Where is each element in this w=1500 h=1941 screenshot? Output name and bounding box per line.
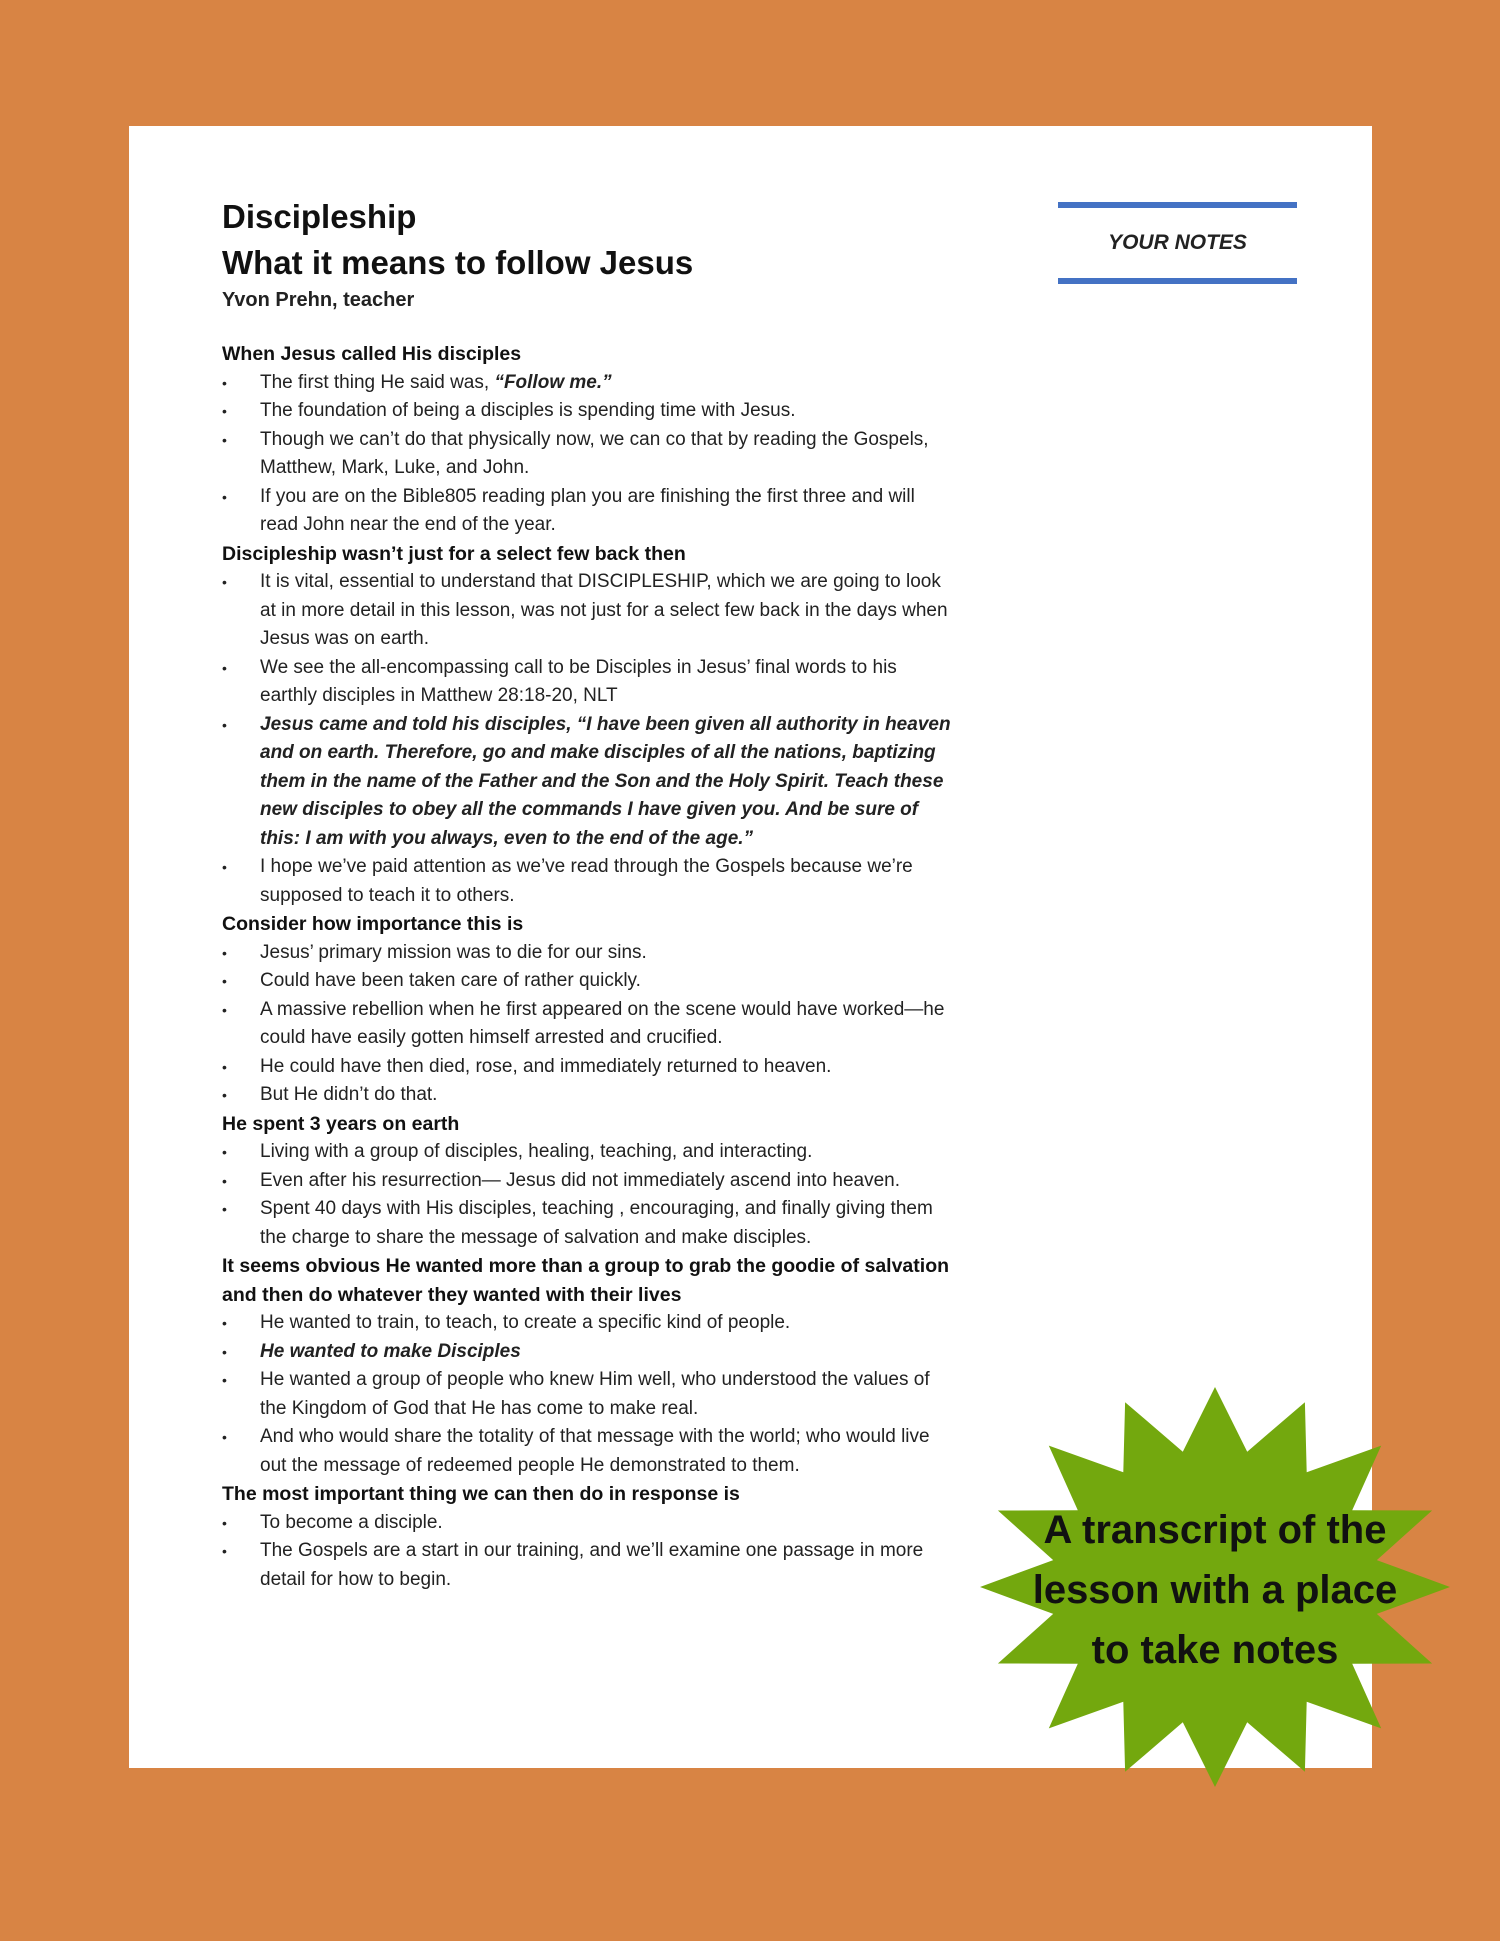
bullet-item <box>222 369 957 398</box>
bullet-item <box>222 483 957 540</box>
lesson-section <box>222 1480 957 1594</box>
bullet-item <box>222 1309 957 1338</box>
promo-line-3: to take notes <box>1091 1628 1339 1672</box>
bullet-marker: • <box>222 1201 227 1217</box>
bullet-list <box>222 939 957 1110</box>
bullet-marker: • <box>222 859 227 875</box>
promo-line-2: lesson with a place <box>1032 1568 1398 1612</box>
bullet-emphasis: He wanted to make Disciples <box>260 1340 521 1362</box>
section-heading: Consider how importance this is <box>222 913 524 935</box>
bullet-text: The first thing He said was, <box>260 371 495 393</box>
bullet-item <box>222 568 957 654</box>
lesson-section <box>222 1252 957 1480</box>
lesson-section <box>222 1110 957 1253</box>
bullet-marker: • <box>222 403 227 419</box>
section-heading: Discipleship wasn’t just for a select few back then <box>222 542 686 565</box>
bullet-marker: • <box>222 574 227 590</box>
bullet-marker: • <box>222 1144 227 1160</box>
bullet-item <box>222 996 957 1053</box>
bullet-text: He wanted a group of people who knew Him well, who understood the values of the Kingdom of God that He has come to make real. <box>260 1369 930 1419</box>
bullet-text: If you are on the Bible805 reading plan you are finishing the first three and will read John near the end of the year. <box>260 485 915 535</box>
section-heading: The most important thing we can then do in response is <box>222 1483 740 1505</box>
lesson-section <box>222 340 957 540</box>
bullet-text: It is vital, essential to understand that DISCIPLESHIP, which we are going to look at in more detail in this lesson, was not just for a select few back in the days when Jesus was on earth. <box>260 571 948 649</box>
bullet-text: He wanted to train, to teach, to create a specific kind of people. <box>260 1312 791 1333</box>
bullet-item <box>222 1167 957 1196</box>
section-heading: He spent 3 years on earth <box>222 1112 460 1135</box>
bullet-text: Even after his resurrection— Jesus did not immediately ascend into heaven. <box>260 1169 900 1191</box>
bullet-item <box>222 1338 957 1367</box>
bullet-text: I hope we’ve paid attention as we’ve read through the Gospels because we’re supposed to teach it to others. <box>260 856 913 906</box>
bullet-marker: • <box>222 1315 227 1331</box>
bullet-marker: • <box>222 944 227 961</box>
bullet-item <box>222 1195 957 1252</box>
bullet-item <box>222 654 957 711</box>
bullet-text: We see the all-encompassing call to be Disciples in Jesus’ final words to his earthly disciples in Matthew 28:18-20, NLT <box>260 656 897 706</box>
lesson-section <box>222 540 957 911</box>
bullet-marker: • <box>222 716 227 733</box>
bullet-item <box>222 1537 957 1594</box>
bullet-marker: • <box>222 1372 227 1388</box>
bullet-marker: • <box>222 973 227 989</box>
document-title <box>222 194 957 286</box>
bullet-item <box>222 853 957 910</box>
bullet-item <box>222 1081 957 1110</box>
bullet-text: Jesus’ primary mission was to die for our sins. <box>260 941 647 963</box>
bullet-marker: • <box>222 659 227 676</box>
bullet-item <box>222 1423 957 1480</box>
bullet-text: Could have been taken care of rather quickly. <box>260 970 641 991</box>
section-heading: It seems obvious He wanted more than a group to grab the goodie of salvation and then do whatever they wanted with their lives <box>222 1255 950 1306</box>
bullet-text: Living with a group of disciples, healing, teaching, and interacting. <box>260 1141 813 1162</box>
bullet-marker: • <box>222 488 227 505</box>
bullet-item <box>222 397 957 426</box>
title-line-1: Discipleship <box>222 198 417 235</box>
document-content <box>222 194 957 1594</box>
bullet-item <box>222 426 957 483</box>
bullet-marker: • <box>222 1514 227 1531</box>
bullet-text: Spent 40 days with His disciples, teaching , encouraging, and finally giving them the charge to share the message of salvation and make disciples. <box>260 1198 933 1248</box>
promo-line-1: A transcript of the <box>1043 1508 1387 1552</box>
bullet-item <box>222 1509 957 1538</box>
bullet-text: A massive rebellion when he first appeared on the scene would have worked—he could have easily gotten himself arrested and crucified. <box>260 998 945 1048</box>
bullet-marker: • <box>222 1543 227 1559</box>
bullet-text: He could have then died, rose, and immediately returned to heaven. <box>260 1055 832 1077</box>
bullet-list <box>222 1138 957 1252</box>
notes-label: YOUR NOTES <box>1108 231 1247 254</box>
bullet-item <box>222 711 957 854</box>
bullet-list <box>222 1309 957 1480</box>
bullet-marker: • <box>222 1343 227 1360</box>
bullet-emphasis: Jesus came and told his disciples, “I have been given all authority in heaven and on earth. Therefore, go and make disciples of all the nations, baptizing them in the name of the Father and the Son and the Holy Spirit. Teach these new disciples to obey all the commands I have given you. And be sure of this: I am with you always, even to the end of the age.” <box>260 713 951 849</box>
bullet-marker: • <box>222 374 227 391</box>
bullet-emphasis: “Follow me.” <box>494 371 612 393</box>
lesson-sections <box>222 340 957 1594</box>
bullet-text: But He didn’t do that. <box>260 1084 438 1105</box>
bullet-marker: • <box>222 1429 227 1445</box>
bullet-list <box>222 1509 957 1595</box>
bullet-text: The foundation of being a disciples is spending time with Jesus. <box>260 400 796 421</box>
bullet-marker: • <box>222 1058 227 1075</box>
bullet-marker: • <box>222 1172 227 1189</box>
section-heading: When Jesus called His disciples <box>222 343 522 365</box>
bullet-list <box>222 369 957 540</box>
bullet-item <box>222 1053 957 1082</box>
bullet-text: Though we can’t do that physically now, we can co that by reading the Gospels, Matthew, Mark, Luke, and John. <box>260 428 929 478</box>
bullet-text: And who would share the totality of that message with the world; who would live out the message of redeemed people He demonstrated to them. <box>260 1426 930 1476</box>
bullet-text: The Gospels are a start in our training, and we’ll examine one passage in more detail for how to begin. <box>260 1540 924 1590</box>
bullet-item <box>222 1366 957 1423</box>
bullet-item <box>222 967 957 996</box>
author-line: Yvon Prehn, teacher <box>222 289 415 311</box>
bullet-item <box>222 1138 957 1167</box>
lesson-section <box>222 910 957 1110</box>
bullet-text: To become a disciple. <box>260 1511 443 1533</box>
promo-text <box>975 1500 1455 1680</box>
notes-header-box <box>1058 202 1297 284</box>
bullet-marker: • <box>222 1001 227 1018</box>
bullet-marker: • <box>222 431 227 448</box>
bullet-list <box>222 568 957 910</box>
bullet-marker: • <box>222 1087 227 1103</box>
bullet-item <box>222 939 957 968</box>
title-line-2: What it means to follow Jesus <box>222 244 694 281</box>
